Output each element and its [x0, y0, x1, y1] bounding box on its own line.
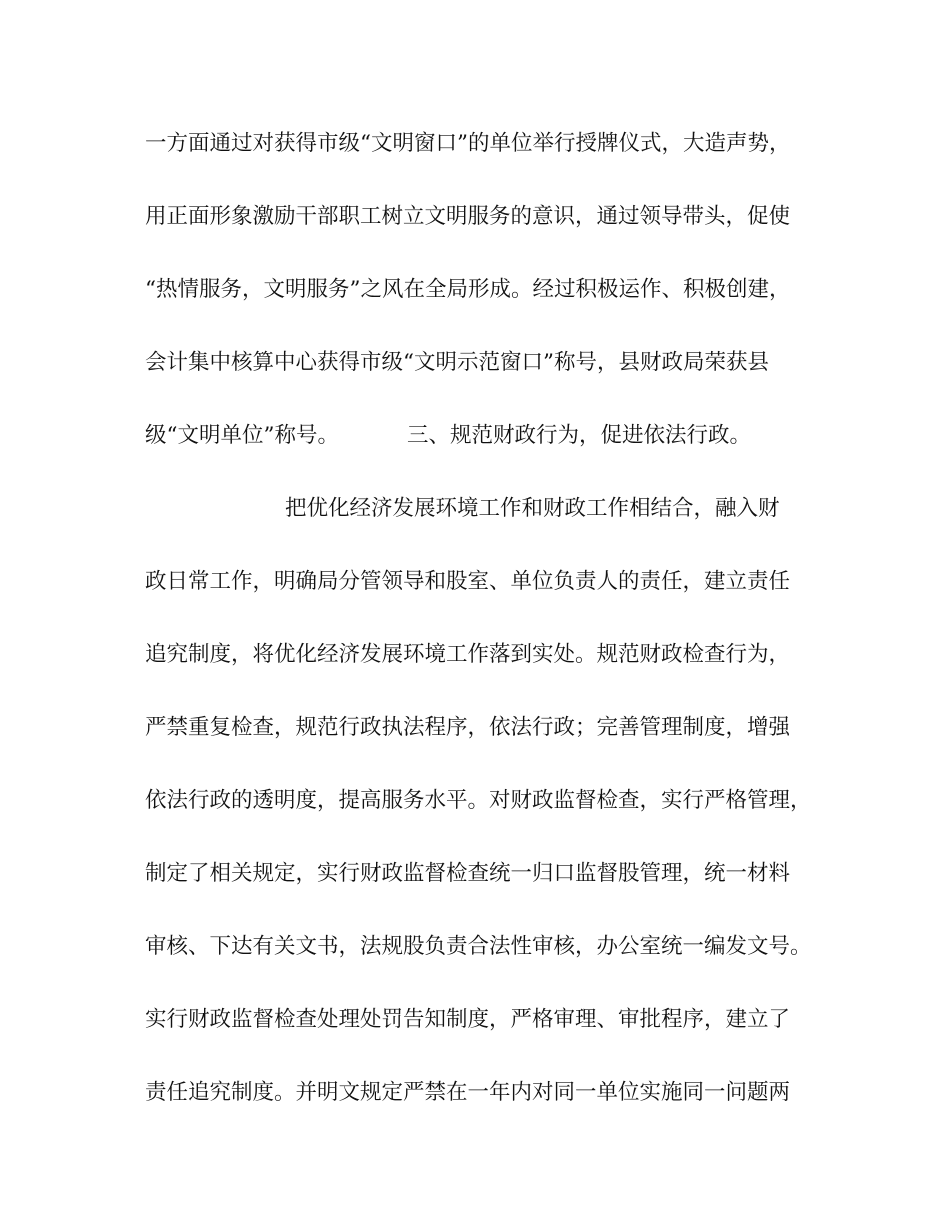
section-heading: 三、规范财政行为，促进依法行政。 — [406, 423, 751, 448]
paragraph-first-line: 把优化经济发展环境工作和财政工作相结合，融入财 — [285, 496, 780, 521]
body-text-line: 制定了相关规定，实行财政监督检查统一归口监督股管理，统一材料 — [145, 861, 791, 886]
body-text-line: 审核、下达有关文书，法规股负责合法性审核，办公室统一编发文号。 — [145, 934, 812, 959]
body-text-line: 严禁重复检查，规范行政执法程序，依法行政；完善管理制度，增强 — [145, 715, 791, 740]
body-text-line: 依法行政的透明度，提高服务水平。对财政监督检查，实行严格管理， — [145, 788, 812, 813]
body-text-fragment: 级“文明单位”称号。 — [145, 423, 339, 448]
body-text-line: 用正面形象激励干部职工树立文明服务的意识，通过领导带头，促使 — [145, 204, 791, 229]
body-text-line: “热情服务，文明服务”之风在全局形成。经过积极运作、积极创建， — [145, 277, 791, 302]
body-text-line — [145, 423, 751, 449]
body-text-line: 一方面通过对获得市级“文明窗口”的单位举行授牌仪式，大造声势， — [145, 131, 791, 156]
body-text-line: 责任追究制度。并明文规定严禁在一年内对同一单位实施同一问题两 — [145, 1080, 791, 1105]
body-text-line: 政日常工作，明确局分管领导和股室、单位负责人的责任，建立责任 — [145, 569, 791, 594]
body-text-line: 实行财政监督检查处理处罚告知制度，严格审理、审批程序，建立了 — [145, 1007, 791, 1032]
body-text-line: 追究制度，将优化经济发展环境工作落到实处。规范财政检查行为， — [145, 642, 791, 667]
body-text-line: 会计集中核算中心获得市级“文明示范窗口”称号，县财政局荣获县 — [145, 350, 769, 375]
